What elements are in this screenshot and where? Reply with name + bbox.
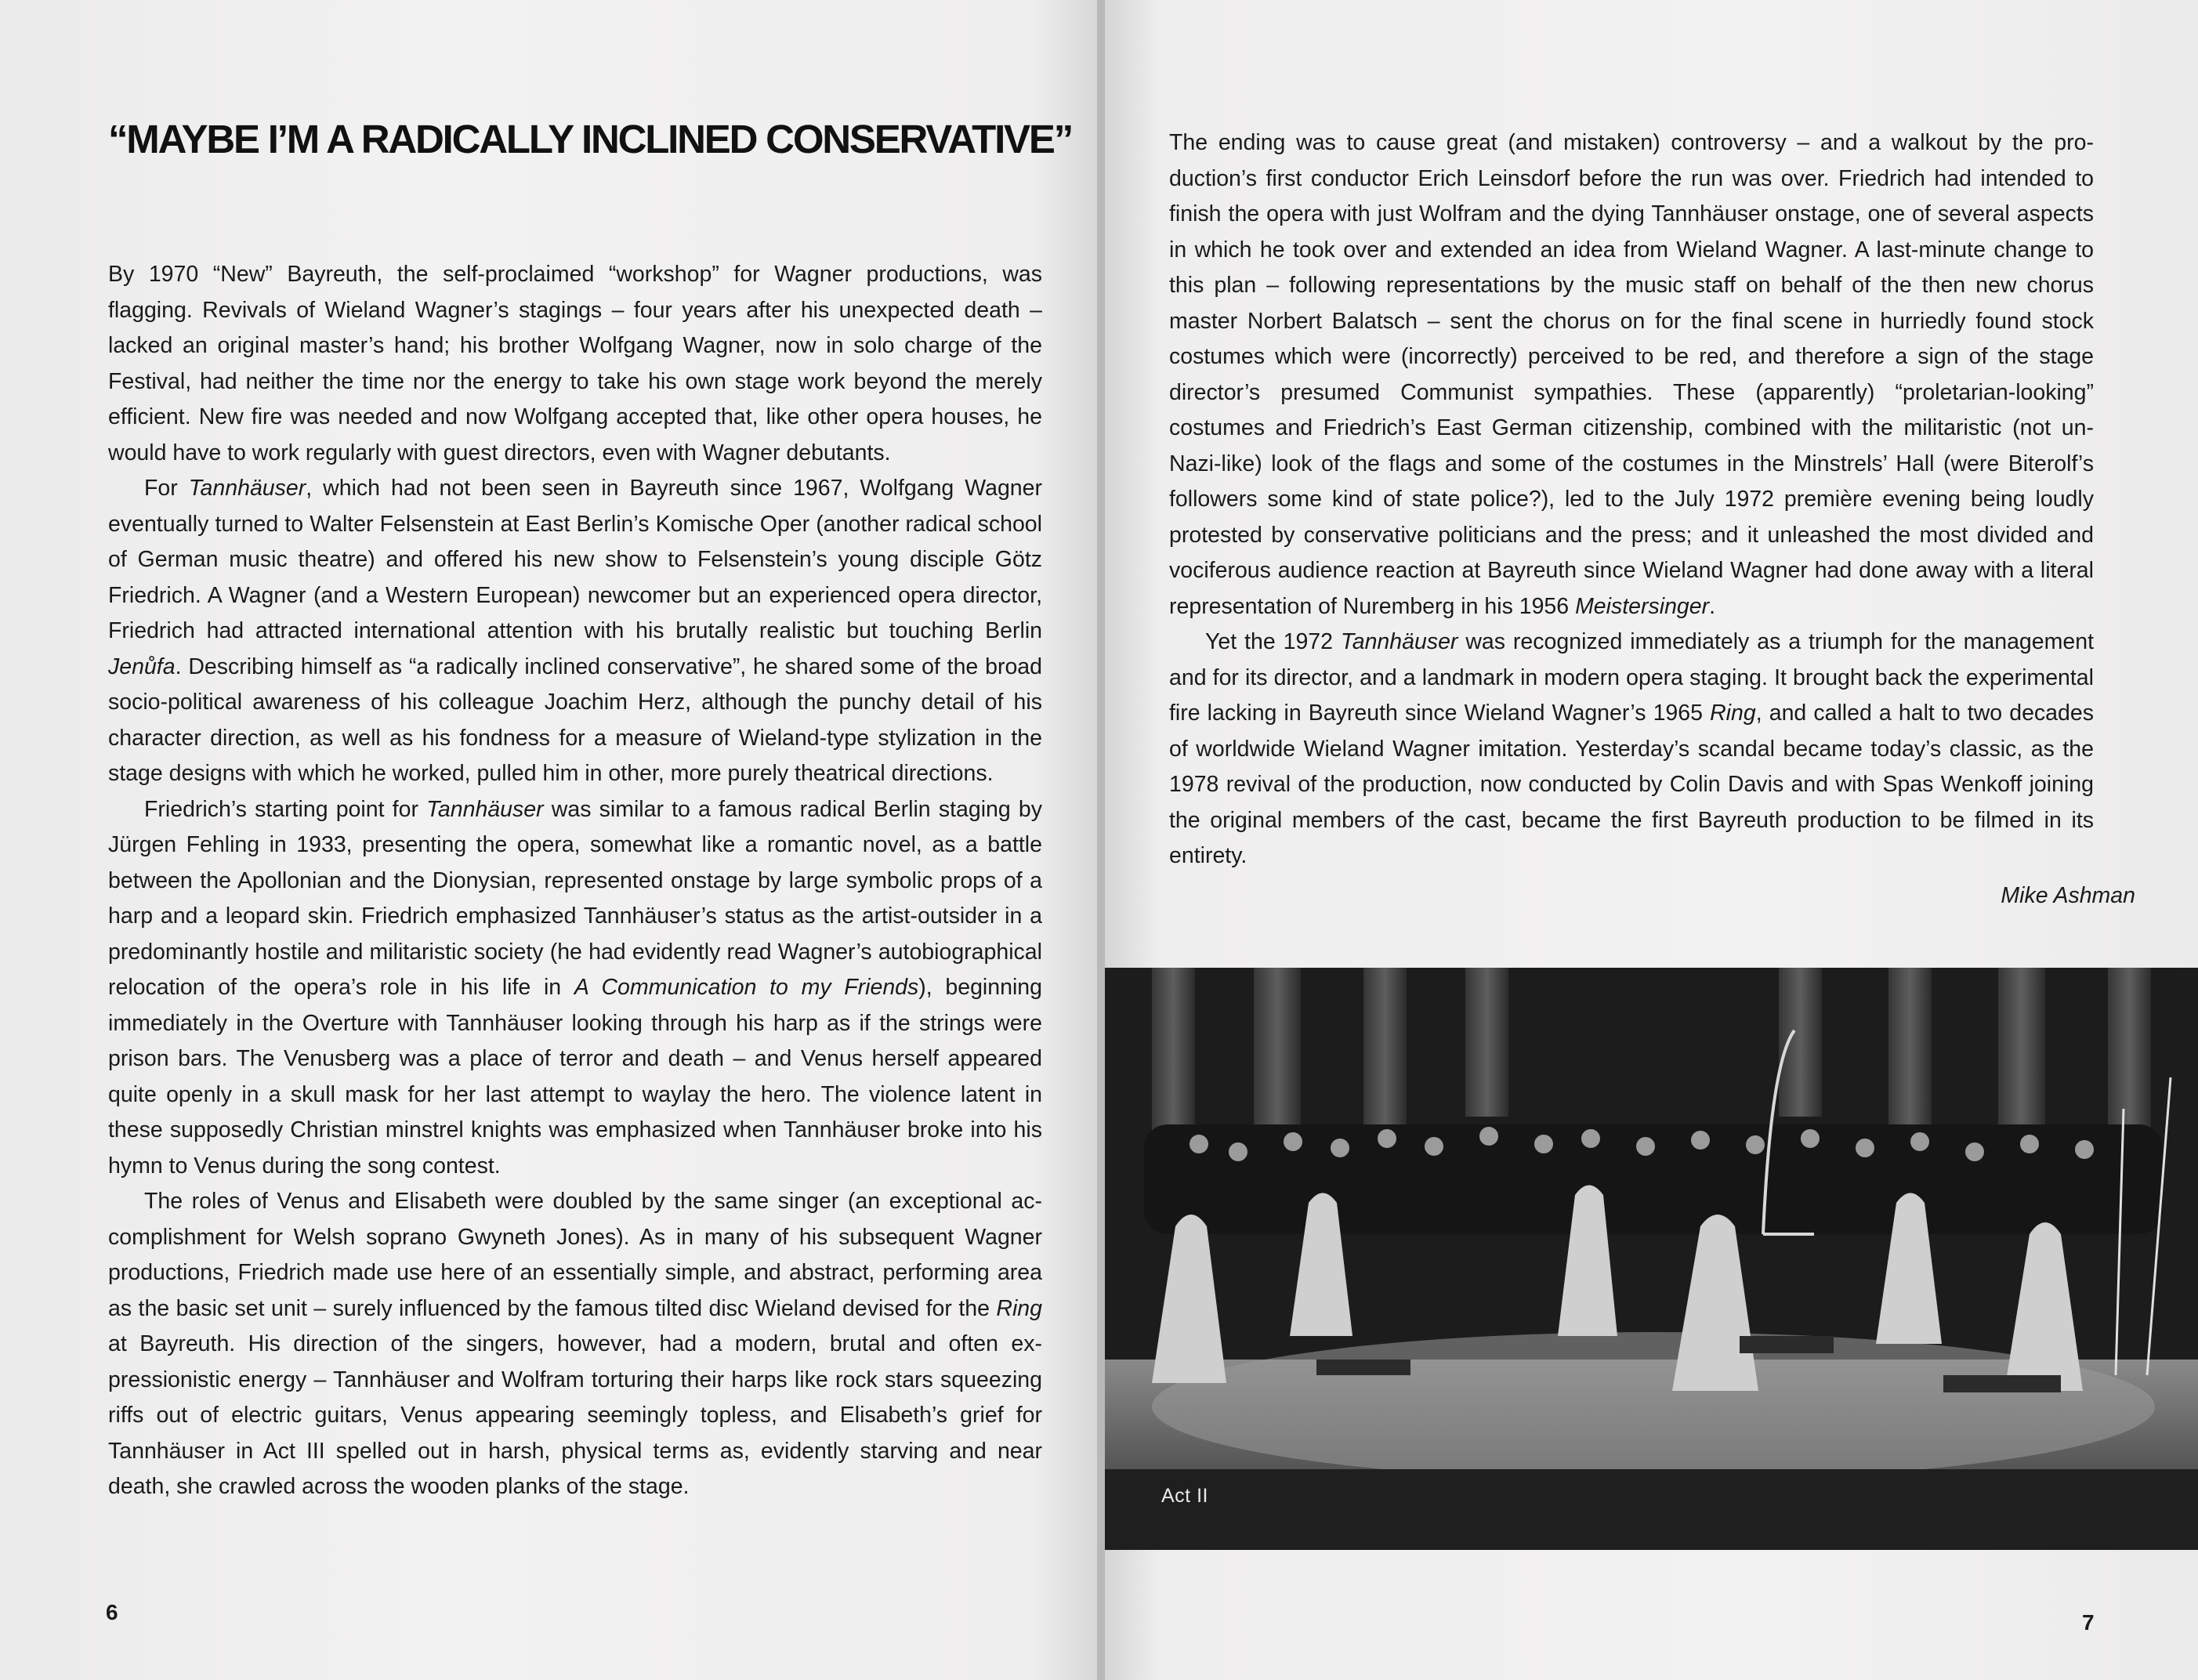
article-title: “MAYBE I’M A RADICALLY INCLINED CONSERVATIVE” — [108, 117, 1072, 161]
paragraph-text: ), beginning immediately in the Overture with Tannhäuser looking through his harp as if the strings were prison bars. The Venusberg was a place of terror and death – and Venus herself appeared quite openly in a skull mask for her last attempt to waylay the hero. The violence latent in these supposedly Christian minstrel knights was emphasized when Tannhäuser broke into his hymn to Venus during the song contest. — [108, 975, 1042, 1179]
paragraph-text: The ending was to cause great (and mistaken) controversy – and a walkout by the production’s first conductor Erich Leinsdorf before the run was over. Friedrich had intended to finish the opera with just Wolfram and the dying Tannhäuser onstage, one of several aspects in which he took over and extended an idea from Wieland Wagner. A last-minute change to this plan – following representations by the music staff on behalf of the then new chorus master Norbert Balatsch – sent the chorus on for the final scene in hurriedly found stock costumes which were (incorrectly) perceived to be red, and therefore a sign of the stage director’s presumed Communist sympathies. These (apparently) “proletarian-looking” costumes and Friedrich’s East German citizenship, combined with the militaristic (not un-Nazi-like) look of the flags and some of the costumes in the Minstrels’ Hall (were Biterolf’s followers some kind of state police?), led to the July 1972 première evening being loudly protested by conservative politicians and the press; and it unleashed the most divided and vociferous audience reaction at Bayreuth since Wieland Wagner had done away with a literal representation of Nuremberg in his 1956 — [1169, 130, 2094, 619]
body-paragraph — [1169, 125, 2094, 625]
stage-photo — [1105, 968, 2198, 1550]
italic-title-text: Tannhäuser — [1340, 629, 1458, 654]
italic-title-text: Ring — [1710, 701, 1756, 726]
author-signature: Mike Ashman — [2001, 883, 2135, 908]
italic-title-text: Tannhäuser — [188, 476, 306, 501]
page-number-right: 7 — [2082, 1610, 2095, 1635]
italic-title-text: Ring — [996, 1295, 1042, 1321]
page-number-left: 6 — [106, 1600, 118, 1624]
stage-scene-image — [1105, 968, 2198, 1550]
left-page — [0, 0, 1097, 1680]
left-text-column — [108, 257, 1042, 1505]
paragraph-text: . — [1709, 593, 1716, 619]
italic-title-text: A Communication to my Friends — [574, 975, 919, 1000]
paragraph-text: was similar to a famous radical Berlin staging by Jürgen Fehling in 1933, presenting the opera, somewhat like a romantic novel, as a battle between the Apollonian and the Dionysian, represented onstage by large symbolic props of a harp and a leopard skin. Friedrich emphasized Tannhäuser’s status as the artist-outsider in a predominantly hostile and militaristic society (he had evidently read Wagner’s autobiographical relocation of the opera’s role in his life in — [108, 796, 1042, 1000]
paragraph-text: , and called a halt to two decades of worldwide Wieland Wagner imitation. Yesterday’s scandal became today’s classic, as the 1978 revival of the production, now conducted by Colin Davis and with Spas Wenkoff joining the original members of the cast, became the first Bayreuth production to be filmed in its entirety. — [1169, 701, 2094, 868]
paragraph-text: Yet the 1972 — [1205, 629, 1341, 654]
body-paragraph — [108, 257, 1042, 471]
paragraph-text: For — [144, 476, 189, 501]
italic-title-text: Meistersinger — [1575, 593, 1710, 619]
paragraph-text: at Bayreuth. His direction of the singers, however, had a modern, brutal and often expressionistic energy – Tannhäuser and Wolfram torturing their harps like rock stars squeezing riffs out of electric guitars, Venus appearing seemingly topless, and Elisabeth’s grief for Tannhäuser in Act III spelled out in harsh, physical terms as, evidently starving and near death, she crawled across the wooden planks of the stage. — [108, 1331, 1042, 1499]
photo-caption: Act II — [1161, 1485, 1208, 1507]
right-text-column — [1169, 125, 2094, 874]
italic-title-text: Jenůfa — [108, 654, 176, 679]
paragraph-text: By 1970 “New” Bayreuth, the self-proclaimed “workshop” for Wagner productions, was flagging. Revivals of Wieland Wagner’s stagings – four years after his unexpected death – lacked an original master’s hand; his brother Wolfgang Wagner, now in solo charge of the Festival, had neither the time nor the energy to take his own stage work beyond the merely efficient. New fire was needed and now Wolfgang accepted that, like other opera houses, he would have to work regularly with guest directors, even with Wagner debutants. — [108, 262, 1042, 465]
paragraph-text: Friedrich’s starting point for — [144, 796, 427, 822]
body-paragraph — [108, 471, 1042, 792]
paragraph-text: . Describing himself as “a radically inclined conservative”, he shared some of the broad socio-political awareness of his colleague Joachim Herz, although the punchy detail of his character direction, as well as his fondness for a measure of Wieland-type stylization in the stage designs with which he worked, pulled him in other, more purely theatrical directions. — [108, 654, 1042, 786]
book-gutter — [1097, 0, 1105, 1680]
body-paragraph — [1169, 625, 2094, 874]
paragraph-text: was recognized immediately as a triumph for the management and for its director, and a landmark in modern opera staging. It brought back the experimental fire lacking in Bayreuth since Wieland Wagner’s 1965 — [1169, 629, 2094, 726]
italic-title-text: Tannhäuser — [426, 796, 544, 822]
paragraph-text: The roles of Venus and Elisabeth were doubled by the same singer (an exceptional accomplishment for Welsh soprano Gwyneth Jones). As in many of his subsequent Wagner productions, Friedrich made use here of an essentially simple, and abstract, performing area as the basic set unit – surely influenced by the famous tilted disc Wieland devised for the — [108, 1189, 1042, 1321]
right-page — [1105, 0, 2198, 1680]
paragraph-text: , which had not been seen in Bayreuth since 1967, Wolfgang Wagner eventually turned to Walter Felsenstein at East Berlin’s Komische Oper (another radical school of German music theatre) and offered his new show to Felsenstein’s young disciple Götz Friedrich. A Wagner (and a Western European) newcomer but an experienced opera director, Friedrich had attracted international attention with his brutally realistic but touching Berlin — [108, 476, 1043, 643]
body-paragraph — [108, 1184, 1042, 1505]
body-paragraph — [108, 792, 1042, 1185]
